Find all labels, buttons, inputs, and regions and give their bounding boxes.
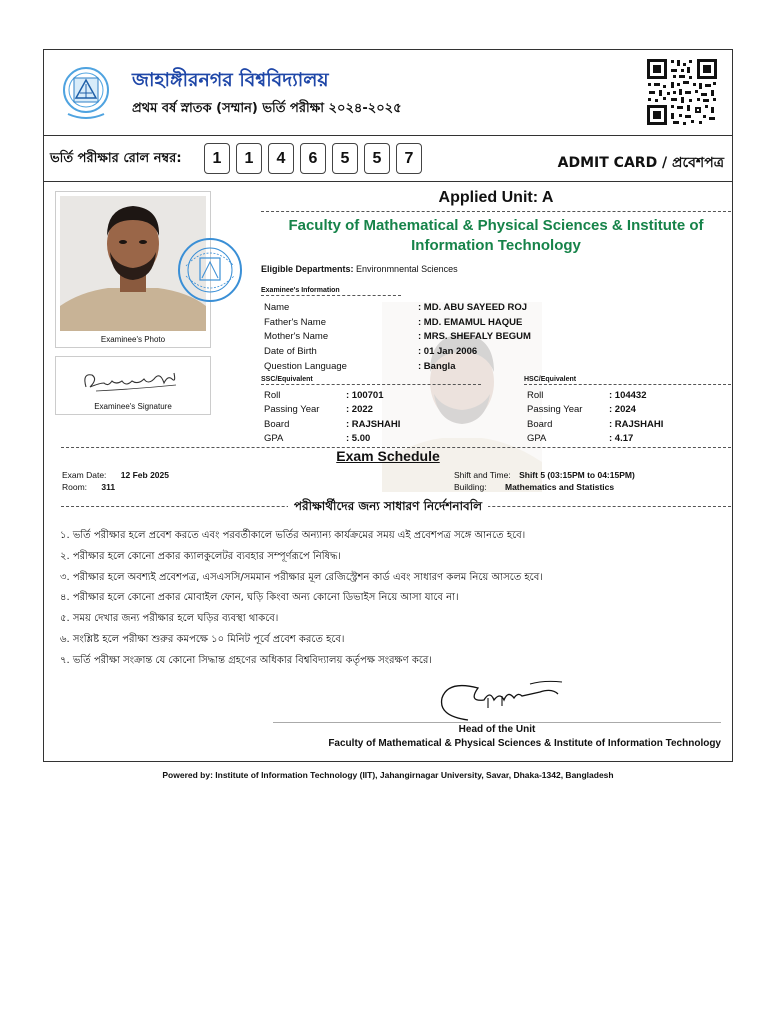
roll-digit: 4 <box>268 143 294 174</box>
instructions-title <box>44 498 732 518</box>
instruction-item: ৫. সময় দেখার জন্য পরীক্ষার হলে ঘড়ির ব্যবস্থা থাকবে। <box>60 613 279 625</box>
roll-digit: 5 <box>332 143 358 174</box>
card-header <box>44 50 732 136</box>
divider <box>261 384 481 385</box>
instructions-list <box>60 528 725 674</box>
exam-name: প্রথম বর্ষ স্নাতক (সম্মান) ভর্তি পরীক্ষা ২০২৪-২০২৫ <box>132 101 402 116</box>
divider <box>261 211 731 212</box>
exam-building: Building: Mathematics and Statistics <box>454 482 615 492</box>
exam-date: Exam Date: 12 Feb 2025 <box>62 470 169 480</box>
examinee-signature-image <box>56 361 212 401</box>
examinee-info-table: Name : MD. ABU SAYEED ROJ Father's Name : MD. EMAMUL HAQUE Mother's Name : MRS. SHEFALY BEGUM Date of Birth : 01 Jan 2006 Question Language : Bangla <box>264 302 531 372</box>
roll-digit: 1 <box>236 143 262 174</box>
admit-card <box>43 49 733 762</box>
instructions-title-text: পরীক্ষার্থীদের জন্য সাধারণ নির্দেশনাবলি <box>288 499 488 513</box>
eligible-departments-value: Environmnental Sciences <box>356 264 458 274</box>
examinee-info-heading: Examinee's Information <box>261 287 340 294</box>
admit-card-title: ADMIT CARD / প্রবেশপত্র <box>557 155 724 171</box>
powered-by-footer: Powered by: Institute of Information Technology (IIT), Jahangirnagar University, Savar, Dhaka-1342, Bangladesh <box>162 770 614 780</box>
roll-number-row <box>44 136 732 182</box>
exam-schedule-title: Exam Schedule <box>336 448 440 464</box>
head-signature-image <box>432 672 572 724</box>
qr-code-icon <box>645 57 719 127</box>
instruction-item: ২. পরীক্ষার হলে কোনো প্রকার ক্যালকুলেটর ব্যবহার সম্পূর্ণরূপে নিষিদ্ধ। <box>60 550 341 562</box>
roll-digit: 7 <box>396 143 422 174</box>
ssc-heading: SSC/Equivalent <box>261 376 313 383</box>
hsc-info-table: Roll : 104432 Passing Year : 2024 Board : RAJSHAHI GPA : 4.17 <box>527 390 664 444</box>
faculty-title: Faculty of Mathematical & Physical Sciences & Institute of Information Technology <box>288 217 704 254</box>
roll-digit: 6 <box>300 143 326 174</box>
hsc-heading: HSC/Equivalent <box>524 376 577 383</box>
roll-number-digits <box>204 143 422 174</box>
authority-title: Head of the Unit <box>458 724 536 735</box>
university-seal-icon <box>176 236 244 304</box>
roll-digit: 1 <box>204 143 230 174</box>
eligible-departments <box>261 264 458 274</box>
instruction-item: ১. ভর্তি পরীক্ষার হলে প্রবেশ করতে এবং পরবর্তীকালে ভর্তির অন্যান্য কার্যক্রমের সময় এই প্রবেশপত্র সঙ্গে আনতে হবে। <box>60 530 526 541</box>
signature-line <box>273 722 721 723</box>
university-name: জাহাঙ্গীরনগর বিশ্ববিদ্যালয় <box>132 69 329 91</box>
eligible-departments-label: Eligible Departments: <box>261 264 354 274</box>
divider <box>261 295 401 296</box>
examinee-signature-caption: Examinee's Signature <box>94 402 172 411</box>
university-logo-icon <box>60 62 112 122</box>
exam-room: Room: 311 <box>62 482 116 492</box>
instruction-item: ৪. পরীক্ষার হলে কোনো প্রকার মোবাইল ফোন, ঘড়ি কিংবা অন্য কোনো ডিভাইস নিয়ে আসা যাবে না। <box>60 592 459 604</box>
instruction-item: ৭. ভর্তি পরীক্ষা সংক্রান্ত যে কোনো সিদ্ধান্ত গ্রহণের অধিকার বিশ্ববিদ্যালয় কর্তৃপক্ষ সংরক্ষণ করে। <box>60 654 432 666</box>
instruction-item: ৩. পরীক্ষার হলে অবশ্যই প্রবেশপত্র, এসএসসি/সমমান পরীক্ষার মূল রেজিস্ট্রেশন কার্ড এবং সাধারণ কলম নিয়ে আসতে হবে। <box>60 571 543 583</box>
roll-digit: 5 <box>364 143 390 174</box>
instruction-item: ৬. সংশ্লিষ্ট হলে পরীক্ষা শুরুর কমপক্ষে ১০ মিনিট পূর্বে প্রবেশ করতে হবে। <box>60 633 345 645</box>
divider <box>524 384 731 385</box>
ssc-info-table: Roll : 100701 Passing Year : 2022 Board : RAJSHAHI GPA : 5.00 <box>264 390 401 444</box>
exam-shift: Shift and Time: Shift 5 (03:15PM to 04:15PM) <box>454 470 635 480</box>
authority-faculty: Faculty of Mathematical & Physical Sciences & Institute of Information Technology <box>328 738 721 749</box>
roll-number-label: ভর্তি পরীক্ষার রোল নম্বর: <box>50 151 182 166</box>
examinee-photo-caption: Examinee's Photo <box>100 335 166 344</box>
examinee-signature-frame <box>55 356 211 415</box>
applied-unit: Applied Unit: A <box>438 189 554 206</box>
